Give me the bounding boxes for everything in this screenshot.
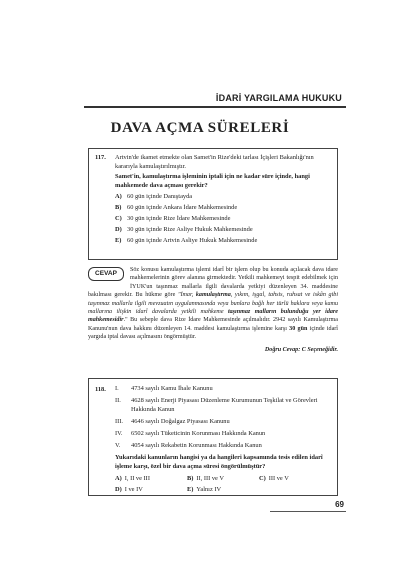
section-title: DAVA AÇMA SÜRELERİ	[110, 120, 290, 136]
running-header: İDARİ YARGILAMA HUKUKU	[215, 93, 342, 103]
list-item: I. 4734 sayılı Kamu İhale Kanunu	[115, 385, 213, 392]
cevap-badge: CEVAP	[88, 267, 124, 281]
list-item: V. 4054 sayılı Rekabetin Korunması Hakkında Kanun	[115, 442, 262, 449]
option-e: E) Yalnız IV	[187, 486, 222, 493]
correct-answer: Doğru Cevap: C Seçeneğidir.	[264, 346, 338, 353]
page-number: 69	[332, 500, 344, 509]
list-item: IV. 6502 sayılı Tüketicinin Korunması Hakkında Kanun	[115, 430, 266, 437]
list-item: III. 4646 sayılı Doğalgaz Piyasası Kanunu	[115, 418, 230, 425]
answer-explanation: CEVAP Söz konusu kamulaştırma işlemi idarî bir işlem olup bu konuda açılacak dava idare mahkemelerinin görev alanına girmektedir. Yetkili mahkemeyi tespit edebilmek için İYUK'un taşınmaz mallarla ilgili davalarda yetkiyi düzenleyen 34. maddesine bakılması gerekir. Bu hükme göre "İmar, kamulaştırma, yıkım, işgal, tahsis, ruhsat ve iskân gibi taşınmaz mallarla ilgili mevzuatın uygulanmasında veya bunlara bağlı her türlü haklara veya kamu mallarına ilişkin idarî davalarda yetkili mahkeme taşınmaz malların bulunduğu yer idare mahkemesidir." Bu sebeple dava Rize İdare Mahkemesinde açılmalıdır. 2942 sayılı Kamulaştırma Kanunu'nun dava hakkını düzenleyen 14. maddesi kamulaştırma işlemine karşı 30 gün içinde idarî yargıda iptal davası açılmasını öngörmüştür. Doğru Cevap: C Seçeneğidir.	[88, 267, 339, 353]
question-118-box	[88, 378, 338, 496]
option-b: B) II, III ve V	[187, 475, 224, 482]
footer-rule	[270, 511, 346, 512]
options-grid	[115, 474, 331, 494]
option-c: C) 30 gün içinde Rize İdare Mahkemesinde	[115, 215, 231, 222]
question-prompt: Yukarıdaki kanunların hangisi ya da hangileri kapsamında tesis edilen idarî işleme karşı, özel bir dava açma süresi öngörülmüştür?	[115, 454, 323, 470]
option-c: C) III ve V	[259, 475, 289, 482]
option-a: A) I, II ve III	[115, 475, 150, 482]
question-stem: Artvin'de ikamet etmekte olan Samet'in Rize'deki tarlası İçişleri Bakanlığı'nın kararıyla kamulaştırılmıştır.	[115, 154, 314, 170]
question-117-box	[88, 148, 338, 260]
option-e: E) 60 gün içinde Artvin Asliye Hukuk Mahkemesinde	[115, 237, 258, 244]
option-d: D) 30 gün içinde Rize Asliye Hukuk Mahkemesinde	[115, 226, 253, 233]
option-d: D) I ve IV	[115, 486, 143, 493]
header-rule	[84, 106, 346, 108]
list-item: II. 4628 sayılı Enerji Piyasası Düzenleme Kurumunun Teşkilat ve Görevleri Hakkında Kanun	[115, 397, 318, 413]
option-b: B) 60 gün içinde Ankara İdare Mahkemesinde	[115, 204, 238, 211]
question-number: 117.	[95, 154, 106, 161]
option-a: A) 60 gün içinde Danıştayda	[115, 193, 193, 200]
question-prompt: Samet'in, kamulaştırma işleminin iptali için ne kadar süre içinde, hangi mahkemede dava açması gerekir?	[115, 173, 310, 189]
question-number: 118.	[95, 386, 106, 393]
